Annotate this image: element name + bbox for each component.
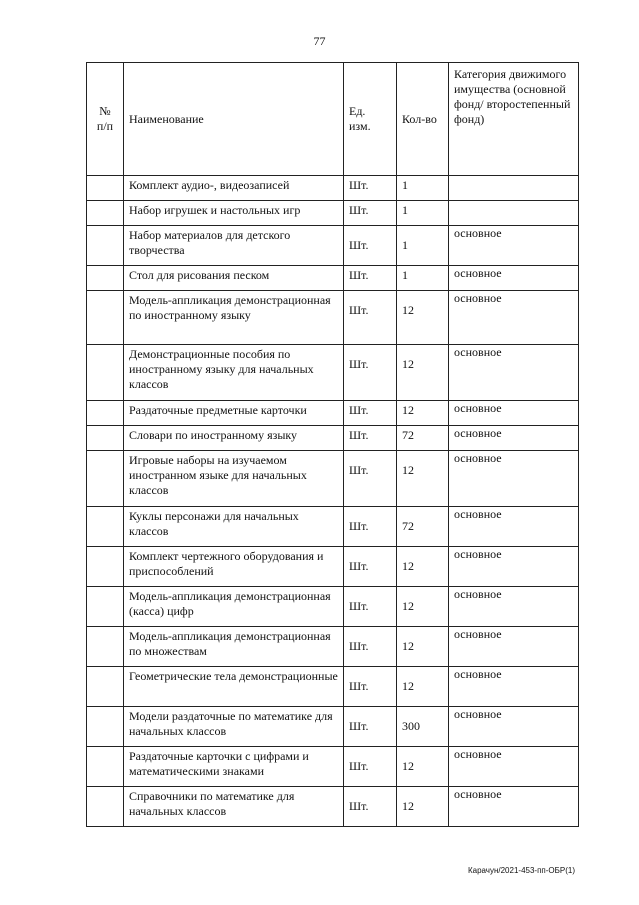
cell-category [449,707,579,747]
cell-num [87,707,124,747]
table-row [87,547,579,587]
cell-unit [344,747,397,787]
table-row [87,507,579,547]
cell-qty-text: 12 [402,759,414,773]
cell-category-text: основное [454,587,502,601]
cell-qty [397,451,449,507]
cell-name-text: Куклы персонажи для начальных классов [129,509,299,538]
cell-name-text: Модель-аппликация демонстрационная по иностранному языку [129,293,331,322]
cell-category-text: основное [454,266,502,280]
cell-category-text: основное [454,291,502,305]
cell-qty-text: 12 [402,357,414,371]
cell-qty-text: 12 [402,639,414,653]
table-row [87,291,579,345]
cell-unit-text: Шт. [349,679,369,693]
table-body [87,176,579,827]
cell-unit-text: Шт. [349,203,369,217]
cell-qty-text: 1 [402,178,408,192]
cell-unit [344,176,397,201]
cell-category [449,291,579,345]
cell-qty [397,176,449,201]
cell-qty [397,627,449,667]
cell-name [124,345,344,401]
cell-unit [344,226,397,266]
cell-qty-text: 1 [402,203,408,217]
cell-name-text: Справочники по математике для начальных классов [129,789,295,818]
cell-num [87,426,124,451]
cell-category [449,787,579,827]
cell-category-text: основное [454,507,502,521]
cell-unit [344,667,397,707]
cell-name [124,266,344,291]
cell-unit-text: Шт. [349,599,369,613]
table-row [87,787,579,827]
cell-name [124,401,344,426]
cell-qty-text: 12 [402,559,414,573]
cell-category-text: основное [454,547,502,561]
cell-num [87,787,124,827]
cell-unit [344,451,397,507]
cell-unit-text: Шт. [349,357,369,371]
cell-name-text: Словари по иностранному языку [129,428,298,442]
cell-category [449,547,579,587]
cell-num [87,345,124,401]
cell-name-text: Игровые наборы на изучаемом иностранном языке для начальных классов [129,453,307,497]
inventory-table [86,62,579,827]
page-number: 77 [313,34,326,48]
cell-qty-text: 72 [402,428,414,442]
cell-name [124,201,344,226]
cell-category [449,451,579,507]
table-row [87,451,579,507]
cell-unit [344,291,397,345]
header-unit-text: Ед. изм. [349,104,371,133]
cell-num [87,667,124,707]
cell-qty-text: 1 [402,268,408,282]
cell-unit-text: Шт. [349,238,369,252]
cell-name-text: Геометрические тела демонстрационные [129,669,338,683]
cell-unit-text: Шт. [349,719,369,733]
header-num [87,63,124,176]
table-row [87,426,579,451]
cell-unit [344,507,397,547]
cell-qty [397,747,449,787]
cell-name-text: Модель-аппликация демонстрационная по множествам [129,629,331,658]
cell-category [449,201,579,226]
table-row [87,667,579,707]
cell-unit-text: Шт. [349,428,369,442]
cell-name [124,507,344,547]
header-unit [344,63,397,176]
table-row [87,707,579,747]
cell-unit [344,345,397,401]
cell-unit [344,547,397,587]
cell-name [124,547,344,587]
cell-unit [344,587,397,627]
cell-category [449,176,579,201]
cell-category [449,401,579,426]
cell-name-text: Раздаточные карточки с цифрами и математическими знаками [129,749,309,778]
cell-num [87,226,124,266]
cell-qty [397,667,449,707]
cell-num [87,291,124,345]
cell-category-text: основное [454,226,502,240]
cell-name [124,627,344,667]
cell-qty [397,345,449,401]
cell-unit-text: Шт. [349,268,369,282]
cell-qty-text: 12 [402,679,414,693]
cell-unit-text: Шт. [349,759,369,773]
header-category: Категория движимого имущества (основной фонд/ второстепенный фонд) [449,63,579,176]
cell-num [87,587,124,627]
table-row [87,345,579,401]
cell-num [87,627,124,667]
table-row [87,627,579,667]
cell-qty-text: 300 [402,719,420,733]
cell-name-text: Модели раздаточные по математике для начальных классов [129,709,333,738]
cell-qty [397,266,449,291]
table-row [87,266,579,291]
cell-category [449,226,579,266]
cell-unit-text: Шт. [349,403,369,417]
cell-category [449,426,579,451]
cell-num [87,201,124,226]
cell-num [87,266,124,291]
cell-qty [397,547,449,587]
cell-unit-text: Шт. [349,519,369,533]
cell-name-text: Стол для рисования песком [129,268,270,282]
table-row [87,401,579,426]
cell-qty [397,201,449,226]
document-footer: Карачун/2021-453-пп-ОБР(1) [467,866,575,875]
header-qty: Кол-во [397,63,449,176]
cell-qty [397,426,449,451]
cell-category [449,627,579,667]
cell-category [449,507,579,547]
cell-qty [397,507,449,547]
cell-category-text: основное [454,345,502,359]
cell-qty-text: 12 [402,463,414,477]
cell-category-text: основное [454,747,502,761]
cell-unit-text: Шт. [349,463,369,477]
cell-unit-text: Шт. [349,303,369,317]
table-row [87,587,579,627]
cell-category-text: основное [454,426,502,440]
cell-name [124,176,344,201]
cell-name-text: Модель-аппликация демонстрационная (касса) цифр [129,589,331,618]
cell-category-text: основное [454,627,502,641]
cell-name-text: Комплект чертежного оборудования и приспособлений [129,549,324,578]
cell-category [449,747,579,787]
cell-name [124,587,344,627]
cell-category [449,587,579,627]
cell-unit-text: Шт. [349,559,369,573]
cell-qty [397,707,449,747]
cell-num [87,547,124,587]
cell-name-text: Демонстрационные пособия по иностранному языку для начальных классов [129,347,314,391]
cell-qty [397,587,449,627]
cell-name [124,226,344,266]
cell-qty [397,787,449,827]
table-header-row [87,63,579,176]
cell-unit-text: Шт. [349,639,369,653]
cell-name [124,707,344,747]
cell-qty-text: 12 [402,799,414,813]
cell-category-text: основное [454,451,502,465]
cell-name-text: Набор игрушек и настольных игр [129,203,301,217]
cell-unit-text: Шт. [349,178,369,192]
cell-qty [397,401,449,426]
cell-unit [344,426,397,451]
cell-qty-text: 1 [402,238,408,252]
cell-name-text: Набор материалов для детского творчества [129,228,291,257]
table-row [87,176,579,201]
cell-name-text: Раздаточные предметные карточки [129,403,307,417]
cell-num [87,747,124,787]
cell-category [449,266,579,291]
cell-num [87,451,124,507]
cell-name-text: Комплект аудио-, видеозаписей [129,178,290,192]
header-name: Наименование [124,63,344,176]
cell-category-text: основное [454,401,502,415]
cell-category [449,667,579,707]
cell-name [124,787,344,827]
cell-unit [344,627,397,667]
cell-qty-text: 12 [402,303,414,317]
cell-category-text: основное [454,787,502,801]
cell-unit [344,401,397,426]
cell-name [124,451,344,507]
cell-unit [344,201,397,226]
table-row [87,201,579,226]
table-row [87,747,579,787]
cell-unit-text: Шт. [349,799,369,813]
cell-num [87,507,124,547]
cell-qty-text: 12 [402,599,414,613]
cell-num [87,401,124,426]
cell-unit [344,266,397,291]
cell-name [124,667,344,707]
cell-qty [397,291,449,345]
cell-qty-text: 72 [402,519,414,533]
cell-category-text: основное [454,667,502,681]
cell-category [449,345,579,401]
cell-unit [344,707,397,747]
cell-name [124,426,344,451]
cell-qty-text: 12 [402,403,414,417]
table-row [87,226,579,266]
cell-num [87,176,124,201]
cell-unit [344,787,397,827]
cell-name [124,291,344,345]
cell-category-text: основное [454,707,502,721]
header-num-text: № п/п [96,104,114,133]
cell-qty [397,226,449,266]
cell-name [124,747,344,787]
